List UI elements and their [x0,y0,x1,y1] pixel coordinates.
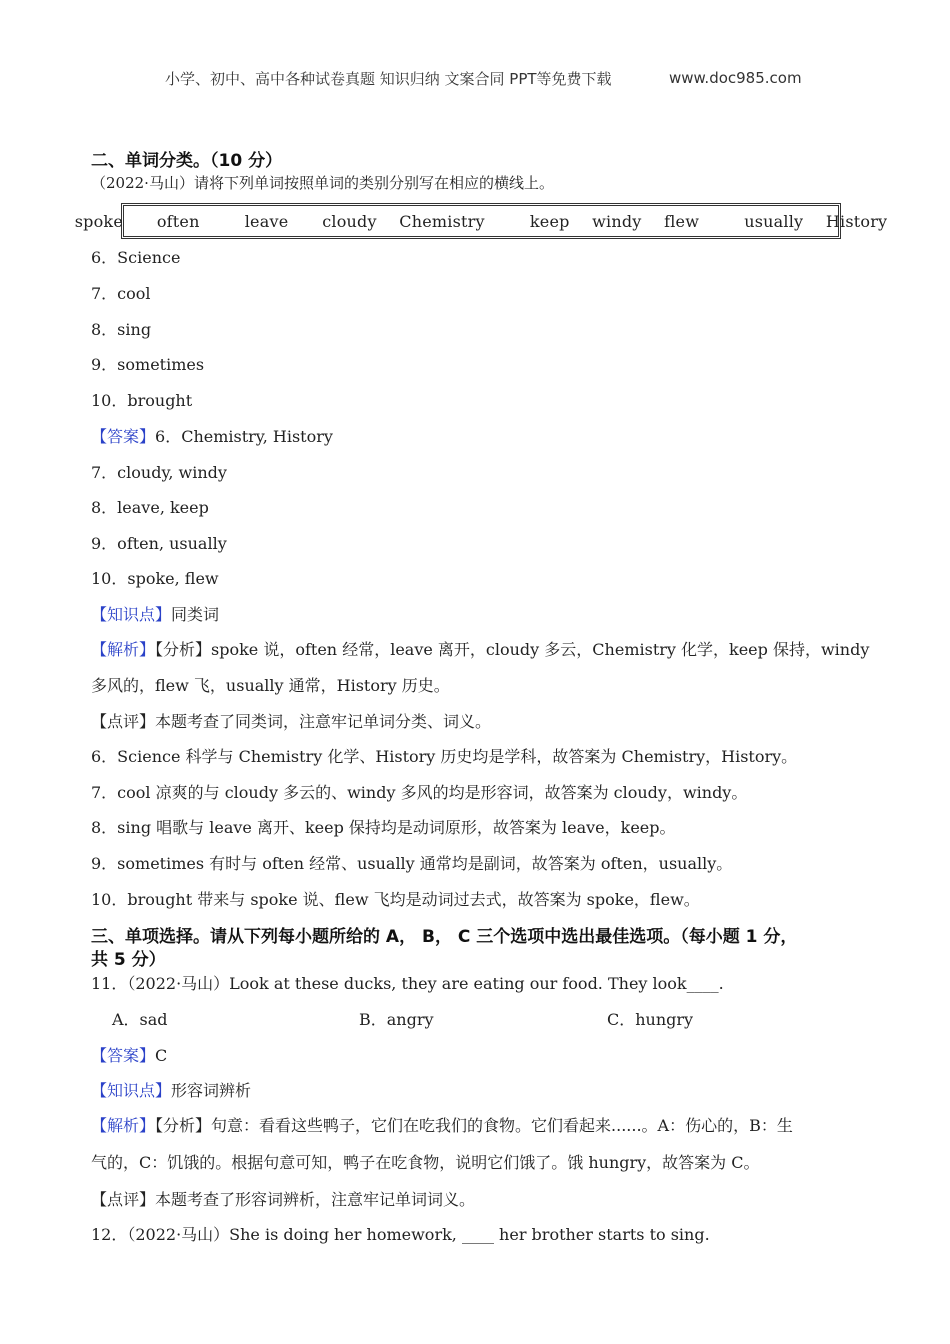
explanation-10: 10．brought 带来与 spoke 说、flew 飞均是动词过去式，故答案为 spoke，flew。 [91,890,700,909]
explanation-6: 6．Science 科学与 Chemistry 化学、History 历史均是学科，故答案为 Chemistry，History。 [91,747,798,766]
explanation-8: 8．sing 唱歌与 leave 离开、keep 保持均是动词原形，故答案为 leave，keep。 [91,818,676,837]
question-11: 11．（2022·马山）Look at these ducks, they are eating our food. They look____. [91,974,724,993]
q11-analysis-line-1 [91,1113,793,1136]
answer-10: 10．spoke, flew [91,569,219,588]
q11-comment: 【点评】本题考查了形容词辨析，注意牢记单词词义。 [91,1190,476,1209]
analysis-line-2: 多风的，flew 飞，usually 通常，History 历史。 [91,676,450,695]
answer-line-6 [91,424,333,447]
q11-analysis-text-1: 【分析】句意：看看这些鸭子，它们在吃我们的食物。它们看起来......。A：伤心的，B：生 [155,1116,793,1135]
q11-knowledge-tag: 【知识点】 [91,1081,172,1100]
question-7: 7．cool [91,284,151,303]
option-a: A．sad [112,1010,168,1029]
section2-title: 二、单词分类。（10 分） [91,151,283,171]
analysis-line-1 [91,637,869,660]
knowledge-tag: 【知识点】 [91,605,172,624]
q11-answer-line [91,1043,167,1066]
section3-title-line2: 共 5 分） [91,950,166,970]
question-6: 6．Science [91,248,181,267]
q11-analysis-line-2: 气的，C：饥饿的。根据句意可知，鸭子在吃食物，说明它们饿了。饿 hungry，故答案为 C。 [91,1153,760,1172]
option-c: C．hungry [607,1010,694,1029]
answer-tag: 【答案】 [91,427,156,446]
section2-intro: （2022·马山）请将下列单词按照单词的类别分别写在相应的横线上。 [91,174,554,192]
q11-answer: C [155,1046,168,1065]
answer-9: 9．often, usually [91,534,227,553]
analysis-tag: 【解析】 [91,640,156,659]
analysis-text-1: 【分析】spoke 说，often 经常，leave 离开，cloudy 多云，Chemistry 化学，keep 保持，windy [155,640,870,659]
knowledge-line [91,602,219,625]
word-box-text: spoke often leave cloudy Chemistry keep windy flew usually History [74,211,888,231]
answer-6: 6．Chemistry, History [155,427,333,446]
word-box [74,203,888,239]
q11-knowledge-line [91,1078,251,1101]
question-12: 12．（2022·马山）She is doing her homework, ____ her brother starts to sing. [91,1225,710,1244]
question-10: 10．brought [91,391,193,410]
answer-7: 7．cloudy, windy [91,463,227,482]
question-9: 9．sometimes [91,355,205,374]
q11-knowledge: 形容词辨析 [171,1081,252,1100]
q11-answer-tag: 【答案】 [91,1046,156,1065]
knowledge-value: 同类词 [171,605,220,624]
question-8: 8．sing [91,320,152,339]
header-url[interactable]: www.doc985.com [669,69,802,87]
q11-analysis-tag: 【解析】 [91,1116,156,1135]
comment-line: 【点评】本题考查了同类词，注意牢记单词分类、词义。 [91,712,492,731]
explanation-7: 7．cool 凉爽的与 cloudy 多云的、windy 多风的均是形容词，故答案为 cloudy，windy。 [91,783,748,802]
header-text: 小学、初中、高中各种试卷真题 知识归纳 文案合同 PPT等免费下载 [165,70,612,88]
answer-8: 8．leave, keep [91,498,209,517]
section3-title-line1: 三、单项选择。请从下列每小题所给的 A， B， C 三个选项中选出最佳选项。（每小题 1 分， [91,927,798,947]
option-b: B．angry [359,1010,434,1029]
explanation-9: 9．sometimes 有时与 often 经常、usually 通常均是副词，故答案为 often，usually。 [91,854,733,873]
